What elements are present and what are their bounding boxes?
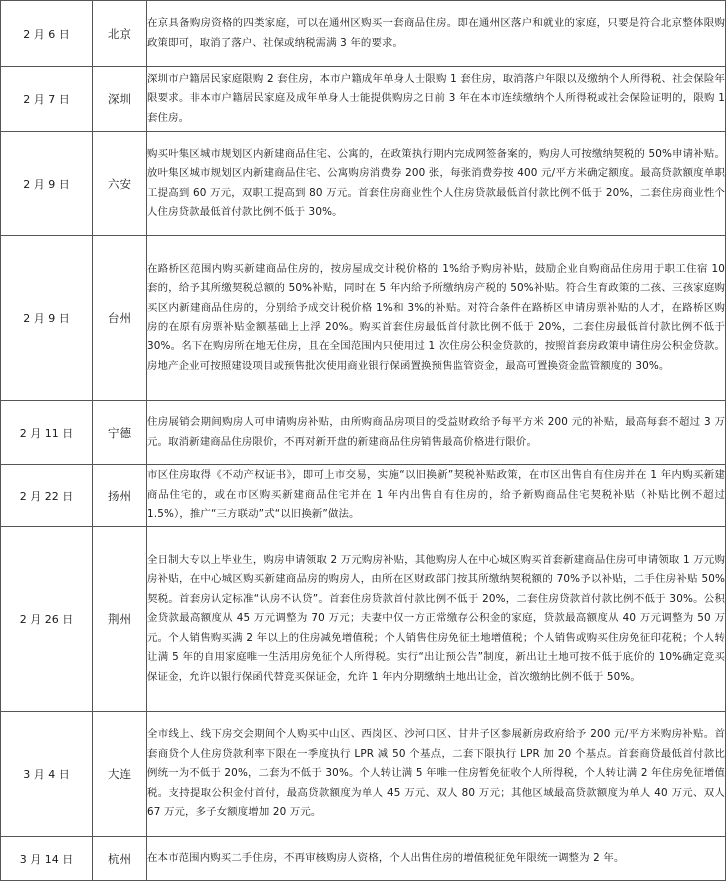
date-cell: 2 月 9 日 <box>1 132 93 236</box>
city-cell: 六安 <box>93 132 147 236</box>
date-cell: 3 月 4 日 <box>1 712 93 837</box>
table-row <box>1 236 726 401</box>
table-row <box>1 1 726 67</box>
city-cell: 扬州 <box>93 465 147 527</box>
table-row <box>1 465 726 527</box>
policy-cell: 深圳市户籍居民家庭限购 2 套住房，本市户籍成年单身人士限购 1 套住房，取消落户年限以及缴纳个人所得税、社会保险年限要求。非本市户籍居民家庭及成年单身人士能提供购房之日前 3 年在本市连续缴纳个人所得税或社会保险证明的，限购 1 套住房。 <box>147 67 726 132</box>
table-row <box>1 401 726 465</box>
policy-cell: 住房展销会期间购房人可申请购房补贴，由所购商品房项目的受益财政给予每平方米 200 元的补贴，最高每套不超过 3 万元。取消新建商品住房限价，不再对新开盘的新建商品住房销售最高价格进行限价。 <box>147 401 726 465</box>
city-cell: 荆州 <box>93 527 147 712</box>
city-cell: 深圳 <box>93 67 147 132</box>
city-cell: 宁德 <box>93 401 147 465</box>
city-cell: 台州 <box>93 236 147 401</box>
policy-cell: 在本市范围内购买二手住房，不再审核购房人资格，个人出售住房的增值税征免年限统一调整为 2 年。 <box>147 837 726 881</box>
date-cell: 2 月 7 日 <box>1 67 93 132</box>
policy-cell: 在京具备购房资格的四类家庭，可以在通州区购买一套商品住房。即在通州区落户和就业的家庭，只要是符合北京整体限购政策即可，取消了落户、社保或纳税需满 3 年的要求。 <box>147 1 726 67</box>
date-cell: 2 月 6 日 <box>1 1 93 67</box>
policy-cell: 全市线上、线下房交会期间个人购买中山区、西岗区、沙河口区、甘井子区参展新房政府给予 200 元/平方米购房补贴。首套商贷个人住房贷款利率下限在一季度执行 LPR 减 50 个基点，二套下限执行 LPR 加 20 个基点。首套商贷最低首付款比例统一为不低于 20%，二套为不低于 30%。个人转让满 5 年唯一住房暂免征收个人所得税，个人转让满 2 年住房免征增值税。支持提取公积金付首付，最高贷款额度为单人 45 万元、双人 80 万元；其他区域最高贷款额度为单人 40 万元、双人 67 万元，多子女额度增加 20 万元。 <box>147 712 726 837</box>
city-cell: 大连 <box>93 712 147 837</box>
date-cell: 2 月 11 日 <box>1 401 93 465</box>
table-row <box>1 527 726 712</box>
date-cell: 3 月 14 日 <box>1 837 93 881</box>
city-cell: 杭州 <box>93 837 147 881</box>
city-cell: 北京 <box>93 1 147 67</box>
date-cell: 2 月 26 日 <box>1 527 93 712</box>
table-row <box>1 67 726 132</box>
date-cell: 2 月 22 日 <box>1 465 93 527</box>
policy-cell: 购买叶集区城市规划区内新建商品住宅、公寓的，在政策执行期内完成网签备案的，购房人可按缴纳契税的 50%申请补贴。放叶集区城市规划区内新建商品住宅、公寓购房消费券 200 张，每张消费券按 400 元/平方米确定额度。最高贷款额度单职工提高到 60 万元，双职工提高到 80 万元。首套住房商业性个人住房贷款最低首付款比例不低于 20%，二套住房商业性个人住房贷款最低首付款比例不低于 30%。 <box>147 132 726 236</box>
date-cell: 2 月 9 日 <box>1 236 93 401</box>
table-row <box>1 132 726 236</box>
policy-cell: 在路桥区范围内购买新建商品住房的，按房屋成交计税价格的 1%给予购房补贴，鼓励企业自购商品住房用于职工住宿 10 套的，给予其所缴契税总额的 50%补贴，同时在 5 年内给予所缴纳房产税的 50%补贴。符合生育政策的二孩、三孩家庭购买区内新建商品住房的，分别给予成交计税价格 1%和 3%的补贴。对符合条件在路桥区申请房票补贴的人才，在路桥区购房的在原有房票补贴金额基础上上浮 20%。购买首套住房最低首付款比例不低于 20%，二套住房最低首付款比例不低于 30%。名下在购房所在地无住房，且在全国范围内只使用过 1 次住房公积金贷款的，按照首套房政策申请住房公积金贷款。房地产企业可按照建设项目或预售批次使用商业银行保函置换预售监管资金，最高可置换资金监管额度的 30%。 <box>147 236 726 401</box>
policy-cell: 全日制大专以上毕业生，购房申请领取 2 万元购房补贴，其他购房人在中心城区购买首套新建商品住房可申请领取 1 万元购房补贴，在中心城区购买新建商品房的购房人，由所在区财政部门按其所缴纳契税额的 70%予以补贴，二手住房补贴 50%契税。首套房认定标准“认房不认贷”。首套住房贷款首付款比例不低于 20%，二套住房贷款首付款比例不低于 30%。公积金贷款最高额度从 45 万元调整为 70 万元；夫妻中仅一方正常缴存公积金的家庭，贷款最高额度从 40 万元调整为 50 万元。个人销售购买满 2 年以上的住房减免增值税；个人销售住房免征土地增值税；个人销售或购买住房免征印花税；个人转让满 5 年的自用家庭唯一生活用房免征个人所得税。实行“出让预公告”制度，新出让土地可按不低于底价的 10%确定竞买保证金，允许以银行保函代替竞买保证金，允许 1 年内分期缴纳土地出让金，首次缴纳比例不低于 50%。 <box>147 527 726 712</box>
policy-cell: 市区住房取得《不动产权证书》，即可上市交易，实施“以旧换新”契税补贴政策，在市区出售自有住房并在 1 年内购买新建商品住宅的，或在市区购买新建商品住宅并在 1 年内出售自有住房的，给予新购商品住宅契税补贴（补贴比例不超过 1.5%），推广“三方联动”式“以旧换新”做法。 <box>147 465 726 527</box>
table-row <box>1 712 726 837</box>
